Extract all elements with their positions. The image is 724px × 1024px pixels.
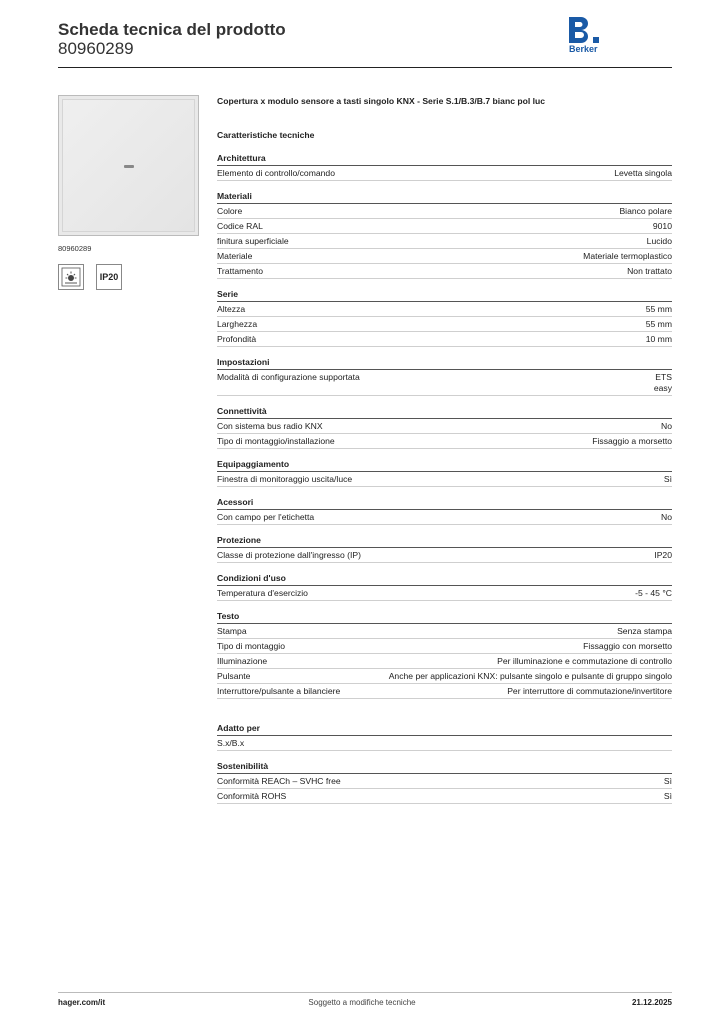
section-title: Testo [217,611,672,624]
spec-label: Altezza [217,304,246,314]
spec-section [217,761,672,804]
ip-rating-badge: IP20 [96,264,122,290]
spec-row [217,302,672,317]
spec-label: Modalità di configurazione supportata [217,372,360,382]
spec-label: finitura superficiale [217,236,289,246]
spec-label: Profondità [217,334,257,344]
spec-label: Finestra di monitoraggio uscita/luce [217,474,353,484]
spec-label: Tipo di montaggio [217,641,285,651]
spec-sections [217,153,672,699]
spec-label: Colore [217,206,243,216]
section-title: Condizioni d'uso [217,573,672,586]
cover-plate [62,99,195,232]
spec-row [217,624,672,639]
spec-row [217,774,672,789]
spec-label: Illuminazione [217,656,268,666]
section-title: Protezione [217,535,672,548]
berker-logo [566,16,606,56]
page-title: Scheda tecnica del prodotto [58,20,286,39]
spacer [217,709,672,723]
section-title: Acessori [217,497,672,510]
spec-value: Bianco polare [619,206,672,216]
spec-row [217,317,672,332]
spec-value: Per illuminazione e commutazione di controllo [497,656,672,666]
section-title: Architettura [217,153,672,166]
spec-value: ETS easy [653,372,672,393]
spec-section [217,357,672,396]
spec-value: Anche per applicazioni KNX: pulsante singolo e pulsante di gruppo singolo [388,671,672,681]
spec-label: Materiale [217,251,253,261]
spec-row [217,204,672,219]
spec-section [217,459,672,487]
spec-row [217,249,672,264]
footer-website[interactable]: hager.com/it [58,998,106,1007]
spec-label: Conformità REACh – SVHC free [217,776,341,786]
product-code: 80960289 [58,39,134,58]
extra-sections [217,723,672,804]
specs-heading: Caratteristiche tecniche [217,130,315,140]
footer-note: Soggetto a modifiche tecniche [308,998,416,1007]
spec-value: IP20 [654,550,672,560]
footer-divider [58,992,672,993]
spec-section [217,153,672,181]
spec-label: Conformità ROHS [217,791,287,801]
spec-row [217,419,672,434]
spec-row [217,472,672,487]
spec-value: No [661,512,672,522]
spec-value: Per interruttore di commutazione/invertitore [507,686,672,696]
spec-row [217,736,672,751]
section-title: Materiali [217,191,672,204]
header-divider [58,67,672,68]
spec-label: S.x/B.x [217,738,245,748]
spec-row [217,654,672,669]
spec-row [217,548,672,563]
section-title: Serie [217,289,672,302]
section-title: Adatto per [217,723,672,736]
spec-label: Interruttore/pulsante a bilanciere [217,686,341,696]
status-led [124,165,134,168]
section-title: Sostenibilità [217,761,672,774]
spec-section [217,611,672,699]
spec-label: Pulsante [217,671,251,681]
illumination-icon [58,264,84,290]
berker-logo-mark [566,16,606,44]
spec-label: Con sistema bus radio KNX [217,421,323,431]
spec-value: Non trattato [627,266,672,276]
spec-value: -5 - 45 °C [635,588,672,598]
spec-row [217,789,672,804]
spec-value: Materiale termoplastico [583,251,672,261]
spec-label: Tipo di montaggio/installazione [217,436,335,446]
footer-date: 21.12.2025 [631,998,672,1007]
section-title: Connettività [217,406,672,419]
brand-name: Berker [569,44,598,54]
spec-value: 9010 [652,221,672,231]
spec-section [217,191,672,279]
spec-section [217,573,672,601]
spec-value: 10 mm [645,334,672,344]
section-title: Impostazioni [217,357,672,370]
spec-value: Fissaggio con morsetto [583,641,672,651]
lightbulb-icon [59,265,83,289]
spec-row [217,510,672,525]
specifications [217,96,672,814]
spec-section [217,406,672,449]
spec-section [217,497,672,525]
spec-value: Sì [663,791,672,801]
spec-row [217,639,672,654]
spec-section [217,535,672,563]
image-caption: 80960289 [58,244,92,253]
product-image [58,95,199,236]
spec-value: Lucido [646,236,672,246]
spec-value: Fissaggio a morsetto [592,436,672,446]
spec-section [217,289,672,347]
spec-row [217,219,672,234]
spec-row [217,370,672,396]
spec-row [217,166,672,181]
spec-value: Sì [663,474,672,484]
spec-label: Classe di protezione dall'ingresso (IP) [217,550,361,560]
spec-label: Codice RAL [217,221,263,231]
spec-label: Stampa [217,626,247,636]
spec-row [217,434,672,449]
spec-value: Senza stampa [617,626,672,636]
spec-value: Sì [663,776,672,786]
section-title: Equipaggiamento [217,459,672,472]
spec-label: Temperatura d'esercizio [217,588,308,598]
spec-value: Levetta singola [614,168,672,178]
spec-row [217,669,672,684]
spec-row [217,234,672,249]
spec-label: Elemento di controllo/comando [217,168,335,178]
spec-row [217,332,672,347]
spec-value: 55 mm [645,319,672,329]
product-description: Copertura x modulo sensore a tasti singolo KNX - Serie S.1/B.3/B.7 bianc pol luc [217,96,546,106]
spec-row [217,264,672,279]
spec-value: 55 mm [645,304,672,314]
spec-section [217,723,672,751]
spec-row [217,684,672,699]
spec-row [217,586,672,601]
spec-value: No [661,421,672,431]
spec-label: Trattamento [217,266,264,276]
spec-label: Larghezza [217,319,258,329]
spec-label: Con campo per l'etichetta [217,512,315,522]
